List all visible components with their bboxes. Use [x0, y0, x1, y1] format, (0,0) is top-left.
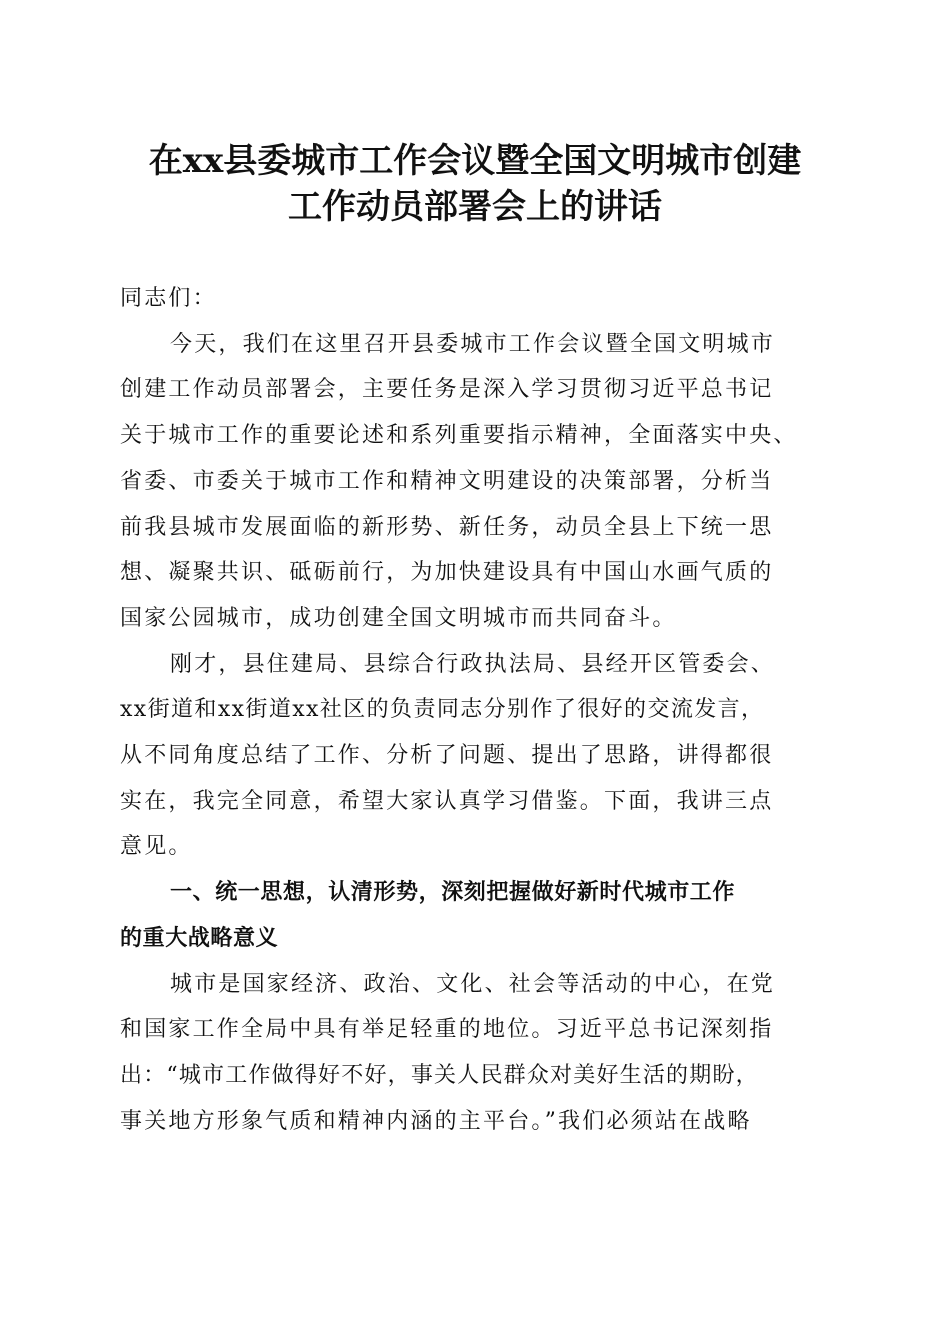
title-line-1: 在xx县委城市工作会议暨全国文明城市创建: [148, 141, 802, 181]
paragraph-1-line: 关于城市工作的重要论述和系列重要指示精神，全面落实中央、: [120, 423, 798, 449]
paragraph-1-line: 国家公园城市，成功创建全国文明城市而共同奋斗。: [120, 605, 677, 631]
paragraph-2-line: 从不同角度总结了工作、分析了问题、提出了思路，讲得都很: [120, 743, 774, 769]
paragraph-1-line: 今天，我们在这里召开县委城市工作会议暨全国文明城市: [170, 331, 776, 357]
paragraph-1-line: 创建工作动员部署会，主要任务是深入学习贯彻习近平总书记: [120, 377, 774, 403]
document-body: [120, 276, 825, 1144]
paragraph-3-line: 城市是国家经济、政治、文化、社会等活动的中心，在党: [170, 971, 776, 997]
paragraph-3-line: 和国家工作全局中具有举足轻重的地位。习近平总书记深刻指: [120, 1017, 774, 1043]
paragraph-1-line: 省委、市委关于城市工作和精神文明建设的决策部署，分析当: [120, 468, 774, 494]
paragraph-2-line: 实在，我完全同意，希望大家认真学习借鉴。下面，我讲三点: [120, 788, 774, 814]
paragraph-3-line: 出：“城市工作做得好不好，事关人民群众对美好生活的期盼，: [120, 1062, 759, 1088]
paragraph-2-line: 刚才，县住建局、县综合行政执法局、县经开区管委会、: [170, 651, 776, 677]
paragraph-3-line: 事关地方形象气质和精神内涵的主平台。”我们必须站在战略: [120, 1108, 752, 1134]
paragraph-2-line: 意见。: [120, 834, 193, 860]
title-line-2: 工作动员部署会上的讲话: [288, 187, 662, 227]
paragraph-1-line: 前我县城市发展面临的新形势、新任务，动员全县上下统一思: [120, 514, 774, 540]
paragraph-1-line: 想、凝聚共识、砥砺前行，为加快建设具有中国山水画气质的: [120, 560, 774, 586]
document-title: [100, 138, 850, 230]
salutation: 同志们：: [120, 286, 217, 311]
paragraph-2-line: xx街道和xx街道xx社区的负责同志分别作了很好的交流发言，: [120, 697, 765, 723]
section-heading-1-line: 的重大战略意义: [120, 925, 279, 951]
section-heading-1-line: 一、统一思想，认清形势，深刻把握做好新时代城市工作: [170, 880, 736, 906]
